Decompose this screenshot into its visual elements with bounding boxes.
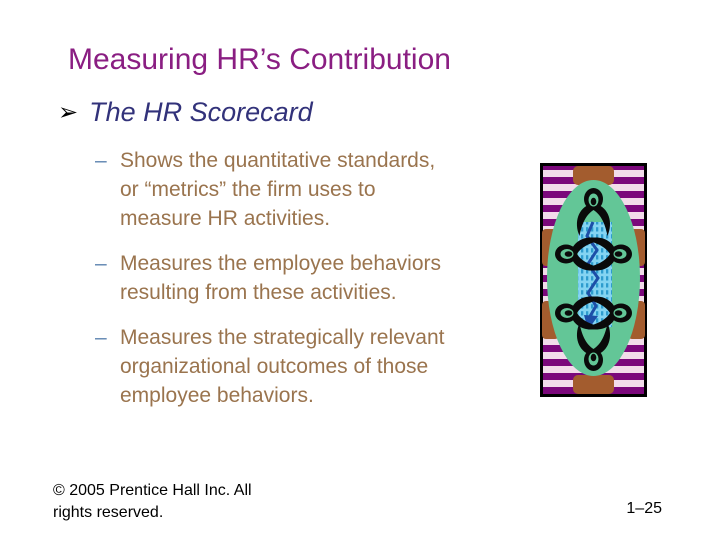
- page-number: 1–25: [626, 500, 662, 517]
- bullet-line: measure HR activities.: [120, 207, 331, 230]
- hr-scorecard-heading: The HR Scorecard: [89, 97, 313, 127]
- bullet-line: organizational outcomes of those: [120, 355, 429, 378]
- bullet-text: [120, 249, 441, 307]
- bullet-text: [120, 323, 445, 410]
- list-item: [95, 249, 525, 307]
- arrow-bullet-icon: ➢: [58, 99, 79, 126]
- copyright-line: © 2005 Prentice Hall Inc. All: [53, 482, 252, 499]
- bullet-line: employee behaviors.: [120, 384, 314, 407]
- list-item: [95, 323, 525, 410]
- bullet-line: Measures the employee behaviors: [120, 252, 442, 275]
- chair: [573, 375, 614, 394]
- bullet-list: [95, 146, 525, 426]
- bullet-text: [120, 146, 435, 233]
- copyright-line: rights reserved.: [53, 504, 164, 521]
- list-item: [95, 146, 525, 233]
- dash-bullet-icon: –: [95, 252, 107, 275]
- bullet-line: or “metrics” the firm uses to: [120, 178, 376, 201]
- dash-bullet-icon: –: [95, 326, 107, 349]
- bullet-line: Measures the strategically relevant: [120, 326, 445, 349]
- bullet-line: Shows the quantitative standards,: [120, 149, 436, 172]
- page-title: Measuring HR’s Contribution: [68, 43, 451, 76]
- meeting-clipart-image: [540, 163, 647, 397]
- dash-bullet-icon: –: [95, 149, 107, 172]
- hr-scorecard-bullet: [58, 97, 313, 128]
- bullet-line: resulting from these activities.: [120, 281, 397, 304]
- copyright-text: [53, 480, 252, 524]
